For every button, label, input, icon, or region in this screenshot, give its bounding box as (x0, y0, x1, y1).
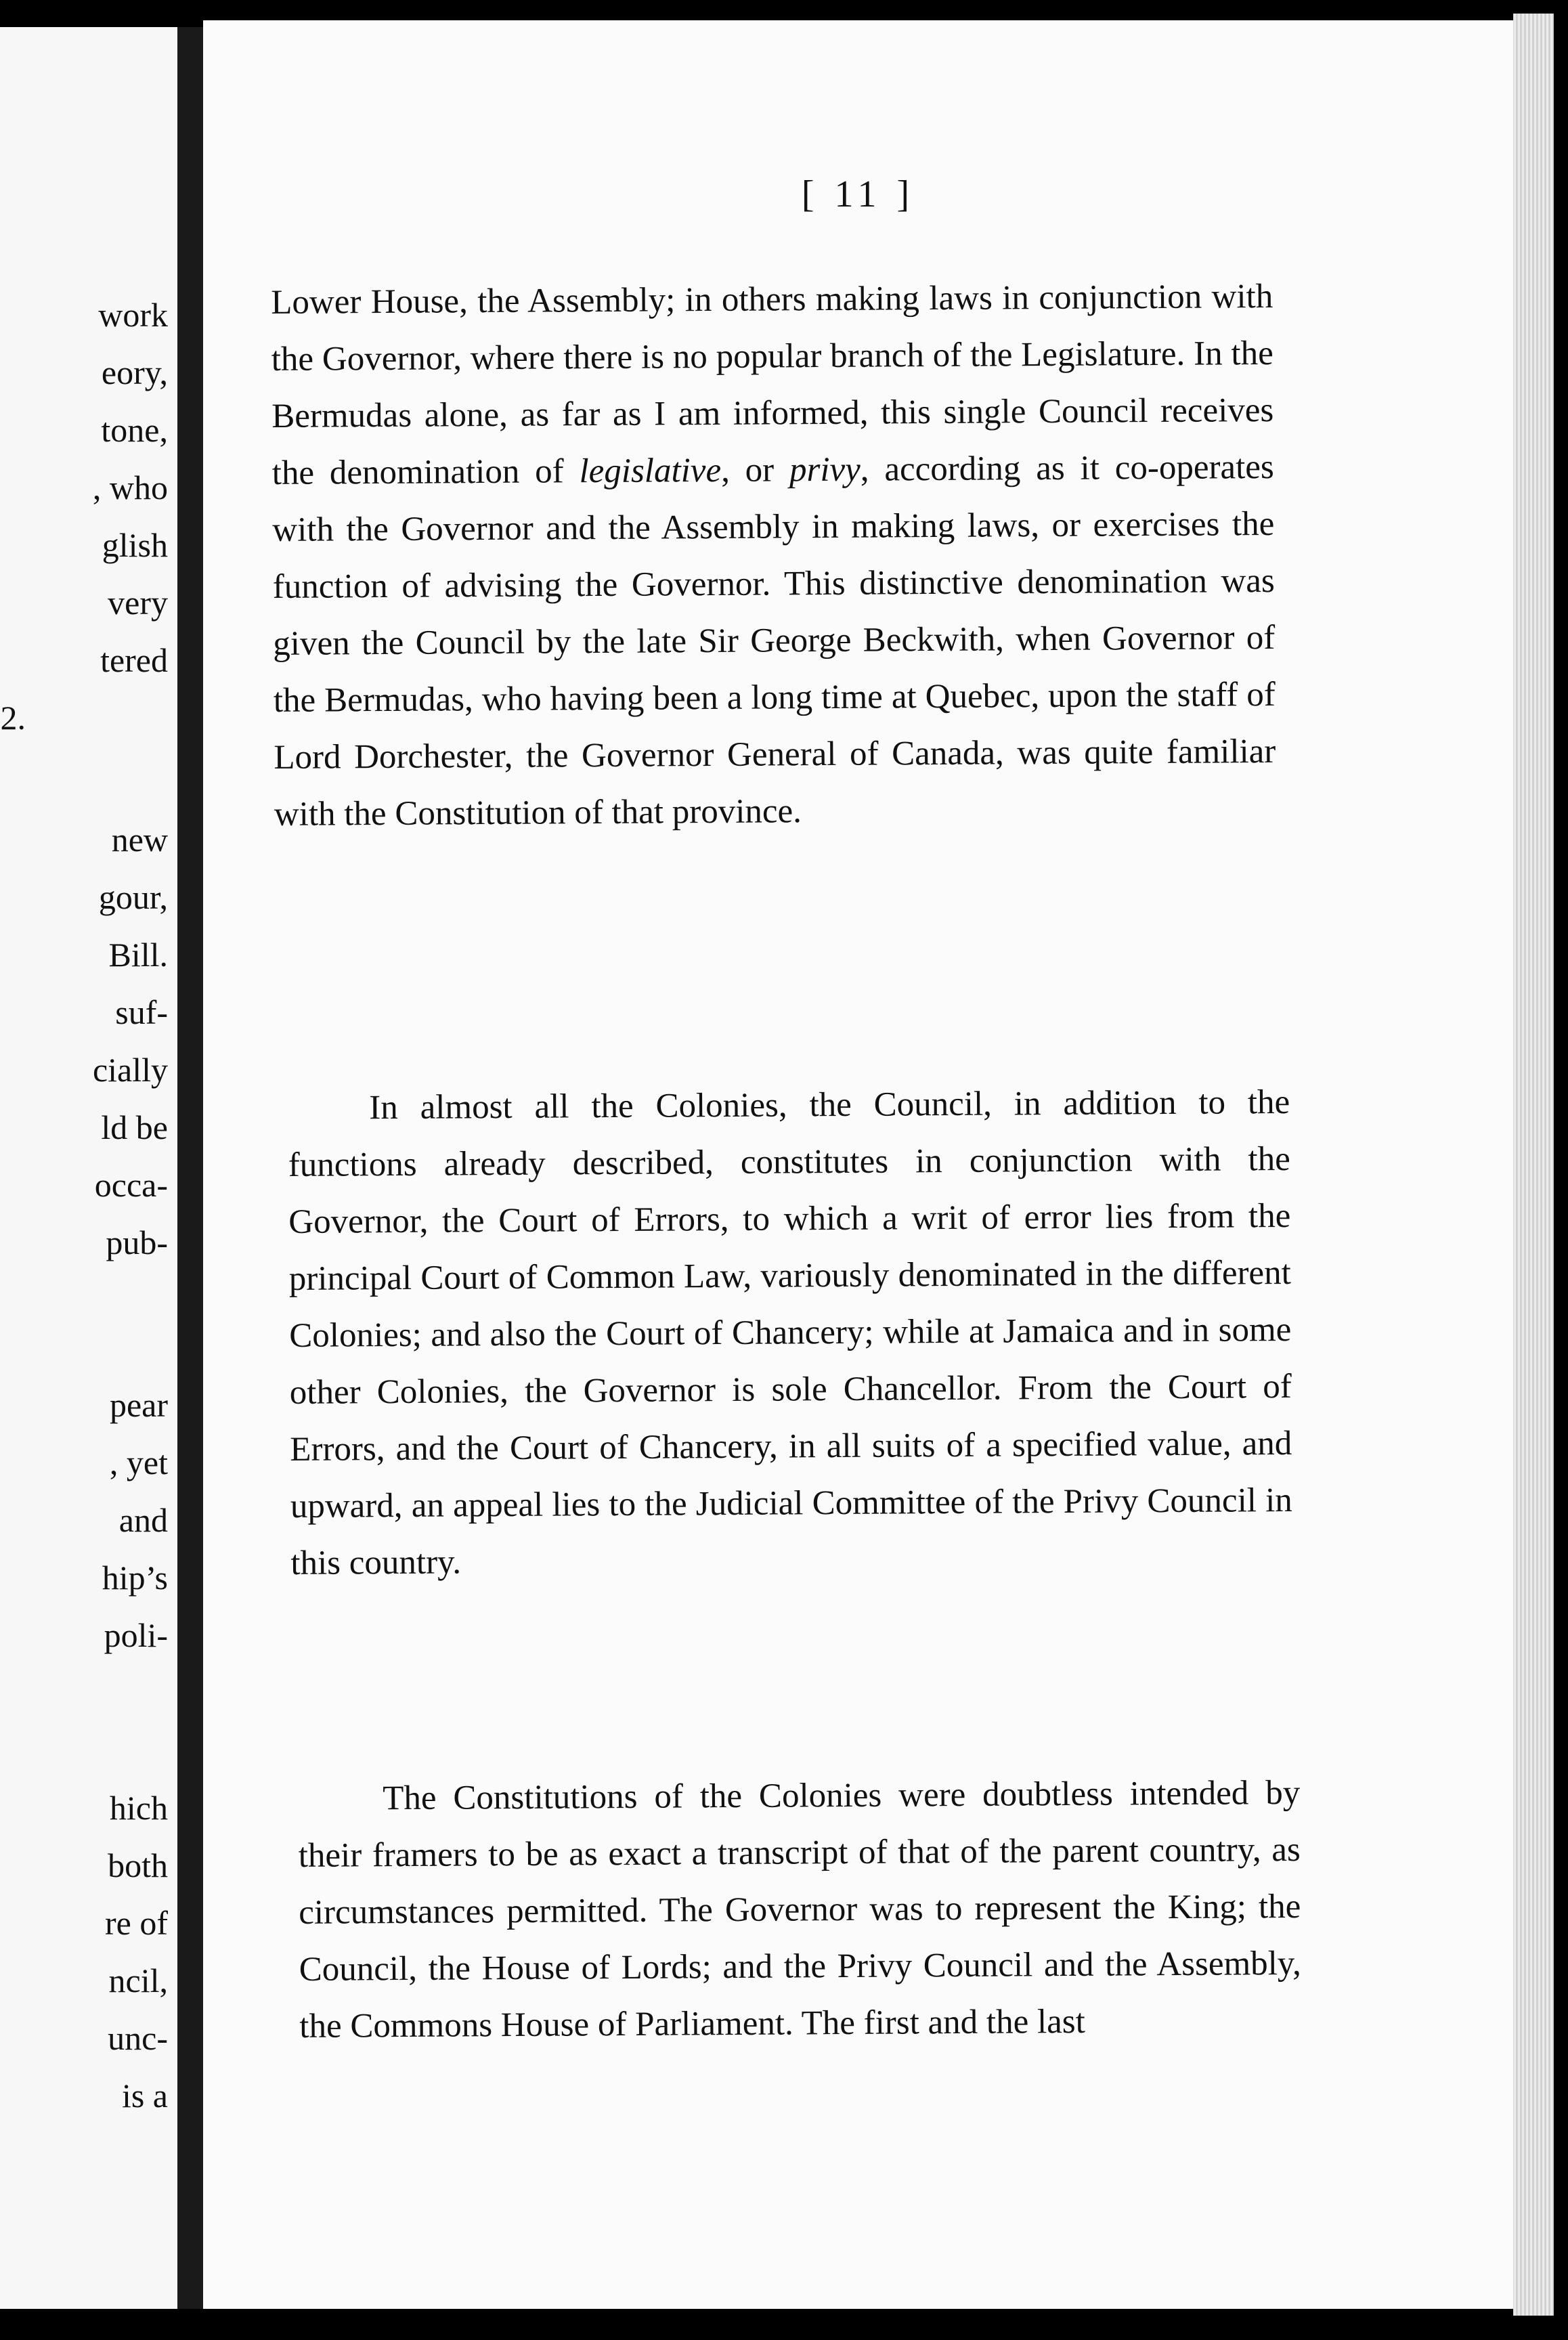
left-page-line: , yet (109, 1444, 168, 1481)
left-page-line: cially (92, 1051, 168, 1089)
left-facing-page (0, 27, 188, 2309)
left-page-line: gour, (98, 878, 168, 916)
left-page-line: suf- (115, 993, 168, 1031)
left-page-line: work (98, 296, 168, 334)
italic-legislative: legislative (579, 451, 722, 491)
left-page-line: eory, (101, 353, 168, 391)
left-page-line: ld be (101, 1108, 168, 1146)
paragraph-3 (298, 1764, 1302, 2055)
book-gutter (177, 27, 204, 2309)
left-page-line: re of (105, 1904, 168, 1942)
left-page-line: tered (100, 641, 168, 679)
left-page-line: , who (92, 469, 168, 506)
left-page-line: hich (109, 1789, 168, 1827)
page-edges (1513, 14, 1554, 2316)
left-page-line: tone, (101, 411, 168, 449)
left-page-line: poli- (104, 1616, 168, 1654)
left-page-line: occa- (94, 1166, 168, 1204)
paragraph-1 (271, 268, 1276, 843)
left-page-line: glish (102, 526, 168, 564)
paragraph-3-text: The Constitutions of the Colonies were doubtless intended by their framers to be as exact a transcript of that of the parent country, as circumstances permitted. The Governor was to represent the King; the Council, the House of Lords; and the Privy Council and the Assembly, the Commons House of Parliament. The first and the last (298, 1773, 1301, 2045)
left-page-line: hip’s (102, 1559, 168, 1597)
left-page-line: unc- (108, 2019, 168, 2057)
left-page-line: new (111, 821, 168, 859)
paragraph-1-text-a: Lower House, the Assembly; in others making laws in conjunction with the Governor, where there is no popular branch of the Legislature. In the Bermudas alone, as far as I am informed, this single Council receives the denomination of (271, 277, 1274, 492)
paragraph-2 (288, 1074, 1293, 1592)
paragraph-2-text: In almost all the Colonies, the Council, in addition to the functions already described, constitutes in conjunction with the Governor, the Court of Errors, to which a writ of error lies from the principal Court of Common Law, variously denominated in the different Colonies; and also the Court of Chancery; while at Jamaica and in some other Colonies, the Governor is sole Chancellor. From the Court of Errors, and the Court of Chancery, in all suits of a specified value, and upward, an appeal lies to the Judicial Committee of the Privy Council in this country. (288, 1083, 1292, 1582)
book-page (203, 20, 1513, 2309)
italic-privy: privy (789, 450, 861, 490)
left-page-line: pear (109, 1386, 168, 1424)
left-page-line: pub- (106, 1223, 168, 1261)
left-page-line: 2. (0, 699, 26, 737)
left-page-line: both (108, 1846, 168, 1884)
paragraph-1-text-b: , or (720, 451, 790, 490)
page-number: [ 11 ] (801, 173, 915, 215)
paragraph-1-text-c: , according as it co-operates with the Governor and the Assembly in making laws, or exercises the function of advising the Governor. This distinctive denomination was given the Council by the late Sir George Beckwith, when Governor of the Bermudas, who having been a long time at Quebec, upon the staff of Lord Dorchester, the Governor General of Canada, was quite familiar with the Constitution of that province. (272, 448, 1276, 833)
left-page-line: is a (121, 2077, 168, 2115)
left-page-line: and (118, 1501, 168, 1539)
left-page-line: Bill. (108, 936, 168, 974)
left-page-line: ncil, (108, 1962, 168, 1999)
left-page-line: very (108, 584, 168, 622)
